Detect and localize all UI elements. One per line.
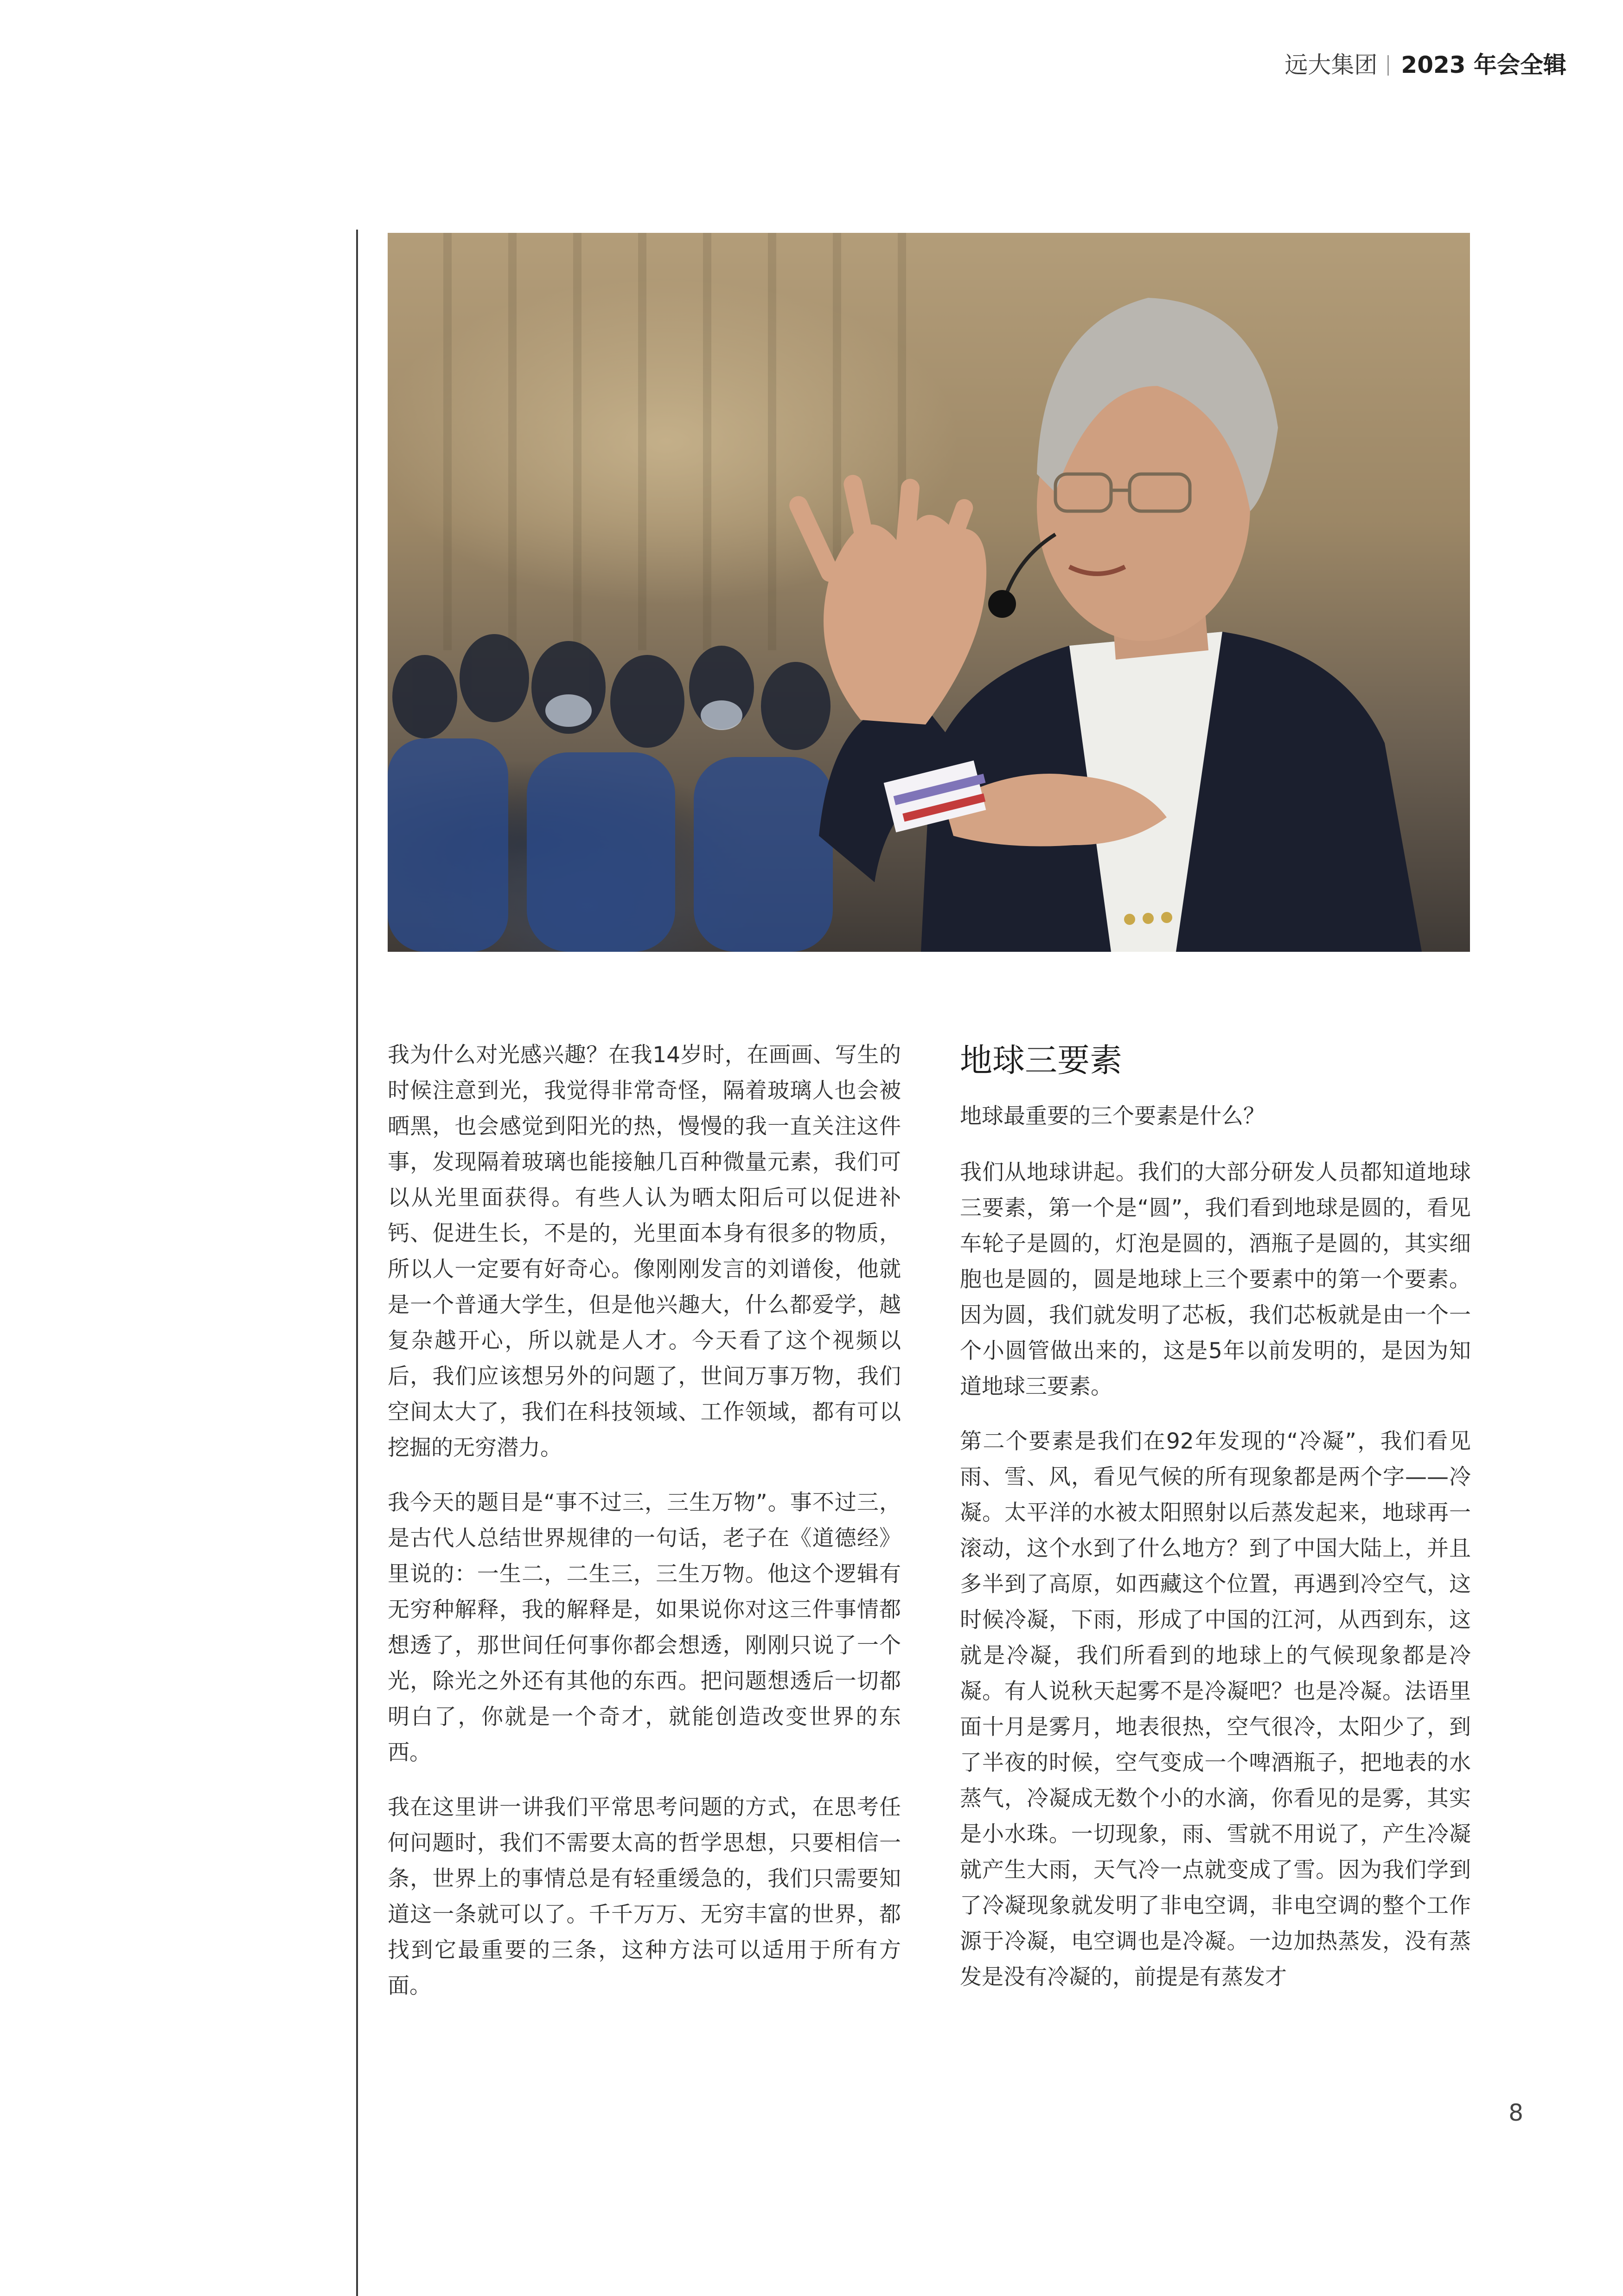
page-header <box>1284 46 1566 83</box>
page-number: 8 <box>1508 2099 1523 2126</box>
paragraph: 我们从地球讲起。我们的大部分研发人员都知道地球三要素，第一个是“圆”，我们看到地球是圆的，看见车轮子是圆的，灯泡是圆的，酒瓶子是圆的，其实细胞也是圆的，圆是地球上三个要素中的第一个要素。因为圆，我们就发明了芯板，我们芯板就是由一个一个小圆管做出来的，这是5年以前发明的，是因为知道地球三要素。 <box>960 1160 1471 1399</box>
section-heading: 地球三要素 <box>960 1041 1122 1079</box>
issue-title: 2023 年会全辑 <box>1401 51 1566 78</box>
left-margin-rule <box>356 230 358 2296</box>
paragraph: 我在这里讲一讲我们平常思考问题的方式，在思考任何问题时，我们不需要太高的哲学思想，只要相信一条，世界上的事情总是有轻重缓急的，我们只需要知道这一条就可以了。千千万万、无穷丰富的世界，都找到它最重要的三条，这种方法可以适用于所有方面。 <box>388 1795 901 1999</box>
speaker-photo <box>388 233 1470 952</box>
brand-name: 远大集团 <box>1284 51 1378 78</box>
speaker-illustration <box>388 233 1470 952</box>
paragraph: 我今天的题目是“事不过三，三生万物”。事不过三，是古代人总结世界规律的一句话，老子在《道德经》里说的：一生二，二生三，三生万物。他这个逻辑有无穷种解释，我的解释是，如果说你对这三件事情都想透了，那世间任何事你都会想透，刚刚只说了一个光，除光之外还有其他的东西。把问题想透后一切都明白了，你就是一个奇才，就能创造改变世界的东西。 <box>388 1490 901 1765</box>
paragraph: 我为什么对光感兴趣？在我14岁时，在画画、写生的时候注意到光，我觉得非常奇怪，隔着玻璃人也会被晒黑，也会感觉到阳光的热，慢慢的我一直关注这件事，发现隔着玻璃也能接触几百种微量元素，我们可以从光里面获得。有些人认为晒太阳后可以促进补钙、促进生长，不是的，光里面本身有很多的物质，所以人一定要有好奇心。像刚刚发言的刘谱俊，他就是一个普通大学生，但是他兴趣大，什么都爱学，越复杂越开心，所以就是人才。今天看了这个视频以后，我们应该想另外的问题了，世间万事万物，我们空间太大了，我们在科技领域、工作领域，都有可以挖掘的无穷潜力。 <box>388 1042 901 1461</box>
right-text-column <box>960 1037 1471 2014</box>
paragraph: 第二个要素是我们在92年发现的“冷凝”，我们看见雨、雪、风，看见气候的所有现象都是两个字——冷凝。太平洋的水被太阳照射以后蒸发起来，地球再一滚动，这个水到了什么地方？到了中国大陆上，并且多半到了高原，如西藏这个位置，再遇到冷空气，这时候冷凝，下雨，形成了中国的江河，从西到东，这就是冷凝，我们所看到的地球上的气候现象都是冷凝。有人说秋天起雾不是冷凝吧？也是冷凝。法语里面十月是雾月，地表很热，空气很冷，太阳少了，到了半夜的时候，空气变成一个啤酒瓶子，把地表的水蒸气，冷凝成无数个小的水滴，你看见的是雾，其实是小水珠。一切现象，雨、雪就不用说了，产生冷凝就产生大雨，天气冷一点就变成了雪。因为我们学到了冷凝现象就发明了非电空调，非电空调的整个工作源于冷凝，电空调也是冷凝。一边加热蒸发，没有蒸发是没有冷凝的，前提是有蒸发才 <box>960 1429 1471 1990</box>
header-divider <box>1387 55 1389 76</box>
left-text-column <box>388 1037 901 2023</box>
section-question: 地球最重要的三个要素是什么？ <box>960 1103 1265 1129</box>
